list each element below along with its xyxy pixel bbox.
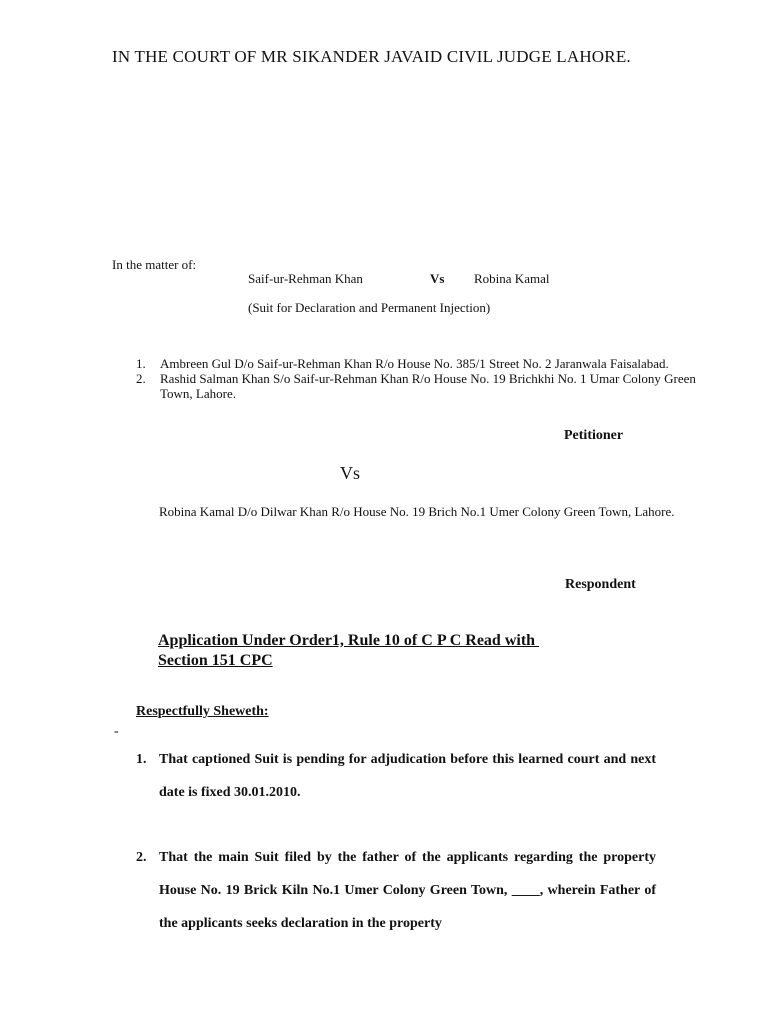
paragraph <box>136 841 656 940</box>
petitioner-list <box>136 356 696 401</box>
paragraph-text: That the main Suit filed by the father of the applicants regarding the property House No. 19 Brick Kiln No.1 Umer Colony Green Town, ____, wherein Father of the applicants seeks declaration in the property <box>159 850 656 931</box>
dash-mark: - <box>114 724 119 739</box>
petitioner-item <box>136 371 696 401</box>
case-versus: Vs <box>430 271 445 286</box>
respondent-details: Robina Kamal D/o Dilwar Khan R/o House No. 19 Brich No.1 Umer Colony Green Town, Lahore. <box>159 504 675 519</box>
paragraph-number: 1. <box>136 752 147 767</box>
matter-label: In the matter of: <box>112 257 197 272</box>
paragraph-text: That captioned Suit is pending for adjudication before this learned court and next date is fixed 30.01.2010. <box>159 752 656 800</box>
petitioner-number: 2. <box>136 371 146 386</box>
respectfully-sheweth: Respectfully Sheweth: <box>136 704 269 719</box>
respondent-label: Respondent <box>565 577 636 592</box>
petitioner-text: Rashid Salman Khan S/o Saif-ur-Rehman Khan R/o House No. 19 Brichkhi No. 1 Umar Colony Green Town, Lahore. <box>160 371 696 401</box>
court-title: IN THE COURT OF MR SIKANDER JAVAID CIVIL JUDGE LAHORE. <box>112 47 631 66</box>
case-party-plaintiff: Saif-ur-Rehman Khan <box>248 271 363 286</box>
petitioner-item <box>136 356 696 371</box>
versus-heading: Vs <box>340 463 361 483</box>
paragraph-number: 2. <box>136 850 147 865</box>
petitioner-label: Petitioner <box>564 428 624 443</box>
suit-type: (Suit for Declaration and Permanent Injection) <box>248 300 491 315</box>
petitioner-number: 1. <box>136 356 146 371</box>
case-party-defendant: Robina Kamal <box>474 271 550 286</box>
petitioner-text: Ambreen Gul D/o Saif-ur-Rehman Khan R/o House No. 385/1 Street No. 2 Jaranwala Faisalabad. <box>160 356 669 371</box>
application-heading: Application Under Order1, Rule 10 of C P C Read with Section 151 CPC <box>158 632 536 669</box>
paragraph <box>136 743 656 809</box>
